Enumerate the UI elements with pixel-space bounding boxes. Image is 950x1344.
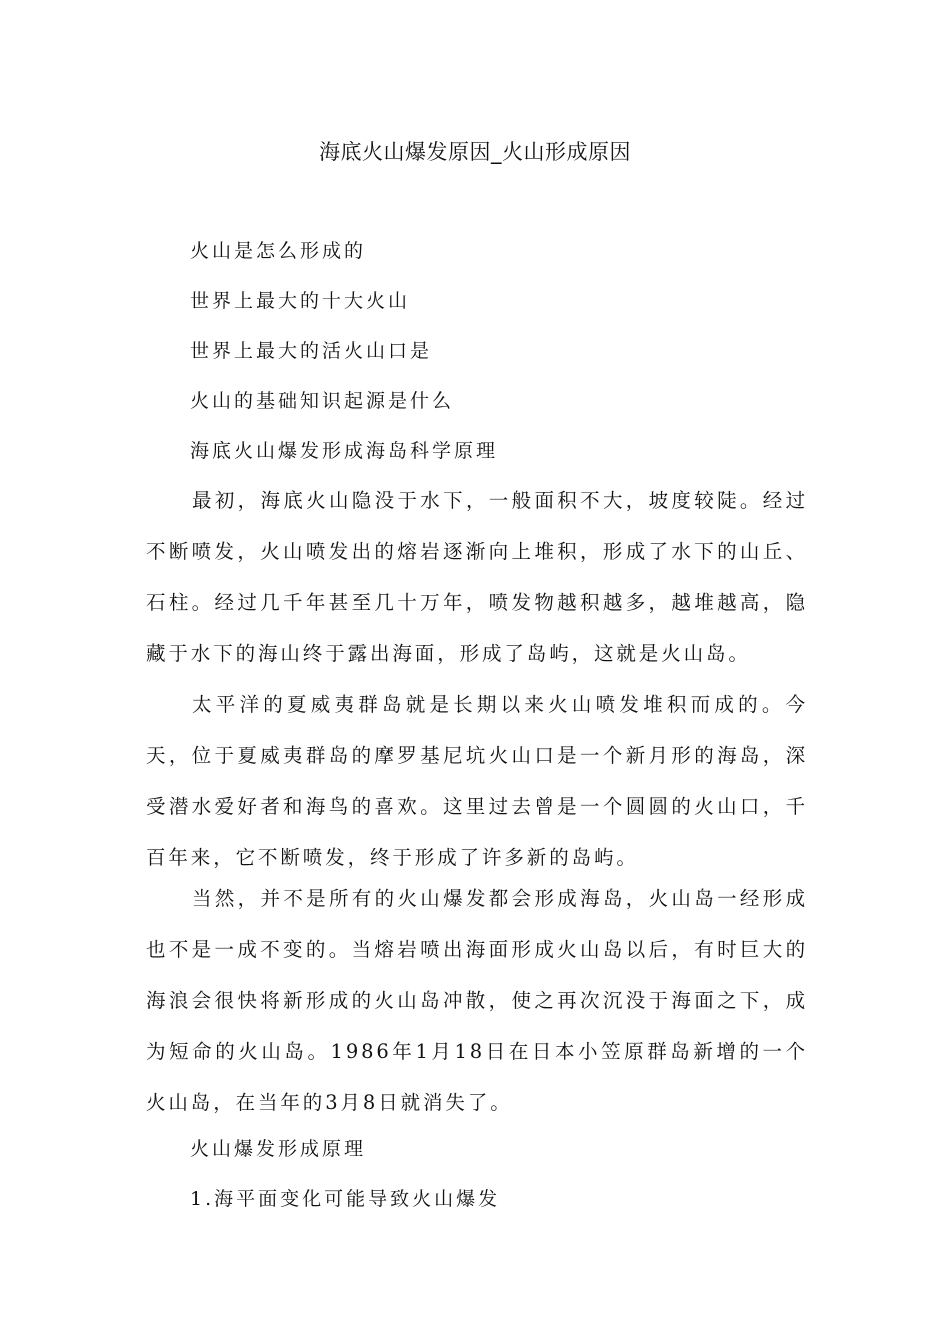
heading-volcano-basics: 火山的基础知识起源是什么 <box>190 390 455 412</box>
paragraph-underwater-volcano: 最初，海底火山隐没于水下，一般面积不大，坡度较陡。经过不断喷发，火山喷发出的熔岩逐渐向上堆积，形成了水下的山丘、石柱。经过几千年甚至几十万年，喷发物越积越多，越堆越高，隐藏于水下的海山终于露出海面，形成了岛屿，这就是火山岛。 <box>146 489 808 665</box>
heading-volcano-formation: 火山是怎么形成的 <box>190 240 367 262</box>
subheading-eruption-principle: 火山爆发形成原理 <box>190 1138 367 1160</box>
document-title: 海底火山爆发原因_火山形成原因 <box>319 140 631 164</box>
heading-island-formation-principle: 海底火山爆发形成海岛科学原理 <box>190 440 499 462</box>
heading-top-ten-volcanoes: 世界上最大的十大火山 <box>190 290 411 312</box>
paragraph-short-lived-islands: 当然，并不是所有的火山爆发都会形成海岛，火山岛一经形成也不是一成不变的。当熔岩喷出海面形成火山岛以后，有时巨大的海浪会很快将新形成的火山岛冲散，使之再次沉没于海面之下，成为短命的火山岛。1986年1月18日在日本小笠原群岛新增的一个火山岛，在当年的3月8日就消失了。 <box>146 887 808 1114</box>
heading-largest-active-crater: 世界上最大的活火山口是 <box>190 340 433 362</box>
list-item-sea-level: 1.海平面变化可能导致火山爆发 <box>190 1188 501 1210</box>
paragraph-hawaii-islands: 太平洋的夏威夷群岛就是长期以来火山喷发堆积而成的。今天，位于夏威夷群岛的摩罗基尼坑火山口是一个新月形的海岛，深受潜水爱好者和海鸟的喜欢。这里过去曾是一个圆圆的火山口，千百年来，它不断喷发，终于形成了许多新的岛屿。 <box>146 693 808 869</box>
